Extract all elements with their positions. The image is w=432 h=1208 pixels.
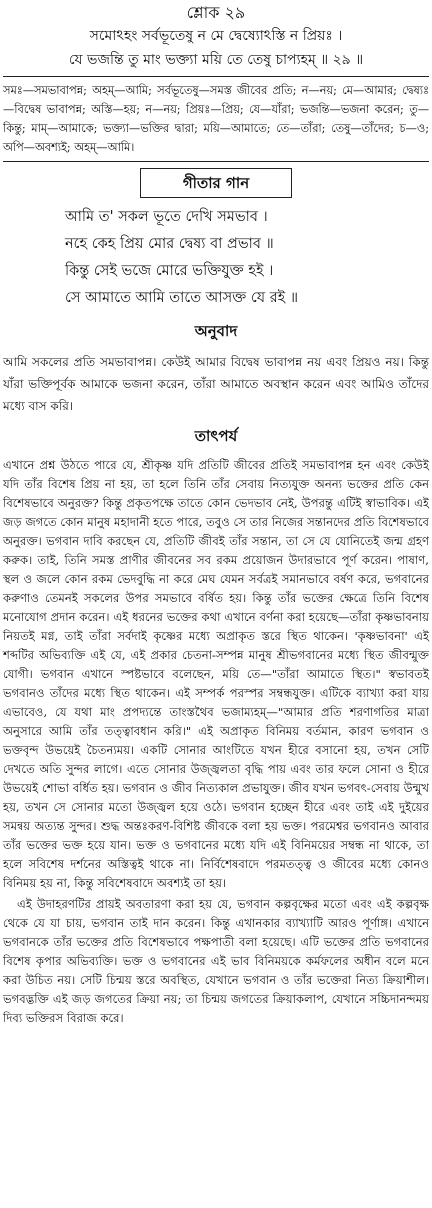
song-verses <box>3 204 429 312</box>
sanskrit-line-1: সমোঽহং সর্বভূতেষু ন মে দ্বেষ্যোঽস্তি ন প্রিয়ঃ । <box>89 28 343 44</box>
song-line: সে আমাতে আমি তাতে আসক্ত যে রই ॥ <box>65 290 299 306</box>
sanskrit-line-2: যে ভজন্তি তু মাং ভক্ত্যা ময়ি তে তেষু চাপ্যহম্ ॥ ২৯ ॥ <box>68 52 364 68</box>
divider-bottom <box>3 161 429 162</box>
purport-paragraph: এই উদাহরণটির প্রায়ই অবতারণা করা হয় যে, ভগবান কল্পবৃক্ষের মতো এবং এই কল্পবৃক্ষ থেকে যে যা চায়, ভগবান তাই দান করেন। কিন্তু এখানকার ব্যাখ্যাটি আরও পূর্ণাঙ্গ। এখানে ভগবানকে তাঁর ভক্তের প্রতি বিশেষভাবে পক্ষপাতী বলা হয়েছে। এটি ভক্তের প্রতি ভগবানের বিশেষ কৃপার অভিব্যক্তি। ভক্ত ও ভগবানের এই ভাব বিনিময়কে কর্মফলের অধীন বলে মনে করা উচিত নয়। সেটি চিন্ময় স্তরে অবস্থিত, যেখানে ভগবান ও তাঁর ভক্তেরা নিত্য ক্রিয়াশীল। ভগবদ্ভক্তি এই জড় জগতের ক্রিয়া নয়; তা চিন্ময় জগতের ক্রিয়াকলাপ, যেখানে সচ্চিদানন্দময় দিব্য ভক্তিরস বিরাজ করে। <box>3 897 429 1025</box>
purport-title: তাৎপর্য <box>194 427 238 445</box>
sanskrit-verse <box>3 24 429 72</box>
song-line: আমি ত' সকল ভূতে দেখি সমভাব । <box>65 209 268 225</box>
purport-paragraph: এখানে প্রশ্ন উঠতে পারে যে, শ্রীকৃষ্ণ যদি প্রতিটি জীবের প্রতিই সমভাবাপন্ন হন এবং কেউই যদি তাঁর বিশেষ প্রিয় না হয়, তা হলে তিনি তাঁর সেবায় নিত্যযুক্ত অনন্য ভক্তের প্রতি কেন বিশেষভাবে অনুরক্ত? কিন্তু প্রকৃতপক্ষে তাতে কোন ভেদভাব নেই, উপরন্তু এটিই স্বাভাবিক। এই জড় জগতে কোন মানুষ মহাদানী হতে পারে, তবুও সে তার নিজের সন্তানদের প্রতি বিশেষভাবে অনুরক্ত। ভগবান দাবি করছেন যে, প্রতিটি জীবই তাঁর সন্তান, তা সে যে যোনিতেই জন্ম গ্রহণ করুক। তাই, তিনি সমস্ত প্রাণীর জীবনের সব রকম প্রয়োজন উদারভাবে পূর্ণ করেন। পাষাণ, স্থল ও জলে কোন রকম ভেদবুদ্ধি না করে মেঘ যেমন সর্বত্রই সমানভাবে বর্ষণ করে, ভগবানের করুণাও তেমনই সকলের উপর সমভাবে বর্ষিত হয়। কিন্তু তাঁর ভক্তের ক্ষেত্রে তিনি বিশেষ মনোযোগ প্রদান করেন। এই ধরনের ভক্তের কথা এখানে বর্ণনা করা হয়েছে—তাঁরা কৃষ্ণভাবনায় নিয়তই মগ্ন, তাই তাঁরা সর্বদাই কৃষ্ণের মধ্যে অপ্রাকৃত স্তরে স্থিত থাকেন। 'কৃষ্ণভাবনা' এই শব্দটির অভিব্যক্তি এই যে, এই প্রকার চেতনা-সম্পন্ন মানুষ শ্রীভগবানের মধ্যে স্থিত জীবন্মুক্ত যোগী। ভগবান এখানে স্পষ্টভাবে বলেছেন, ময়ি তে—"তাঁরা আমাতে স্থিত।" স্বভাবতই ভগবানও তাঁদের মধ্যে স্থিত থাকেন। এই সম্পর্ক পরস্পর সম্বন্ধযুক্ত। এটিকে ব্যাখ্যা করা যায় এভাবেও, যে যথা মাং প্রপদ্যন্তে তাংস্তথৈব ভজাম্যহম্—"আমার প্রতি শরণাগতির মাত্রা অনুসারে আমি তাঁর তত্ত্বাবধান করি।" এই অপ্রাকৃত বিনিময় বর্তমান, কারণ ভগবান ও ভক্তবৃন্দ উভয়েই চৈতন্যময়। একটি সোনার আংটিতে যখন হীরে বসানো হয়, তখন সেটি দেখতে অতি সুন্দর লাগে। এতে সোনার উজ্জ্বলতা বৃদ্ধি পায় এবং তার ফলে সোনা ও হীরে উভয়েই শোভা বর্ধিত হয়। ভগবান ও জীব নিত্যকাল প্রভাযুক্ত। জীব যখন ভগবৎ-সেবায় উন্মুখ হয়, তখন সে সোনার মতো উজ্জ্বল হয়ে ওঠে। ভগবান হচ্ছেন হীরে এবং তাই এই দুইয়ের সমন্বয় অত্যন্ত সুন্দর। শুদ্ধ অন্তঃকরণ-বিশিষ্ট জীবকে বলা হয় ভক্ত। পরমেশ্বর ভগবানও আবার তাঁর ভক্তের ভক্ত হয়ে যান। ভক্ত ও ভগবানের মধ্যে যদি এই বিনিময়ের সম্বন্ধ না থাকে, তা হলে সবিশেষ দর্শনের অস্তিত্বই থাকে না। নির্বিশেষবাদে পরমতত্ত্ব ও জীবের মধ্যে কোনও বিনিময় হয় না, কিন্তু সবিশেষবাদে অবশ্যই তা হয়। <box>3 458 429 890</box>
song-line: কিন্তু সেই ভজে মোরে ভক্তিযুক্ত হই । <box>65 263 274 279</box>
translation-text: আমি সকলের প্রতি সমভাবাপন্ন। কেউই আমার বিদ্বেষ ভাবাপন্ন নয় এবং প্রিয়ও নয়। কিন্তু যাঁরা ভক্তিপূর্বক আমাকে ভজনা করেন, তাঁরা আমাতে অবস্থান করেন এবং আমিও তাঁদের মধ্যে বাস করি। <box>3 355 429 413</box>
song-title: গীতার গান <box>140 168 292 198</box>
translation-title: অনুবাদ <box>194 322 238 340</box>
song-line: নহে কেহ প্রিয় মোর দ্বেষ্য বা প্রভাব ॥ <box>65 236 274 252</box>
verse-number: শ্লোক ২৯ <box>186 3 246 22</box>
book-page <box>0 2 432 1208</box>
synonyms: সমঃ—সমভাবাপন্ন; অহম্—আমি; সর্বভূতেষু—সমস্ত জীবের প্রতি; ন—নয়; মে—আমার; দ্বেষ্যঃ—বিদ্বেষ ভাবাপন্ন; অস্তি—হয়; ন—নয়; প্রিয়ঃ—প্রিয়; যে—যাঁরা; ভজন্তি—ভজনা করেন; তু—কিন্তু; মাম্—আমাকে; ভক্ত্যা—ভক্তির দ্বারা; ময়ি—আমাতে; তে—তাঁরা; তেষু—তাঁদের; চ—ও; অপি—অবশ্যই; অহম্—আমি। <box>3 84 429 154</box>
purport-body <box>3 456 429 1028</box>
divider-top <box>3 76 429 77</box>
